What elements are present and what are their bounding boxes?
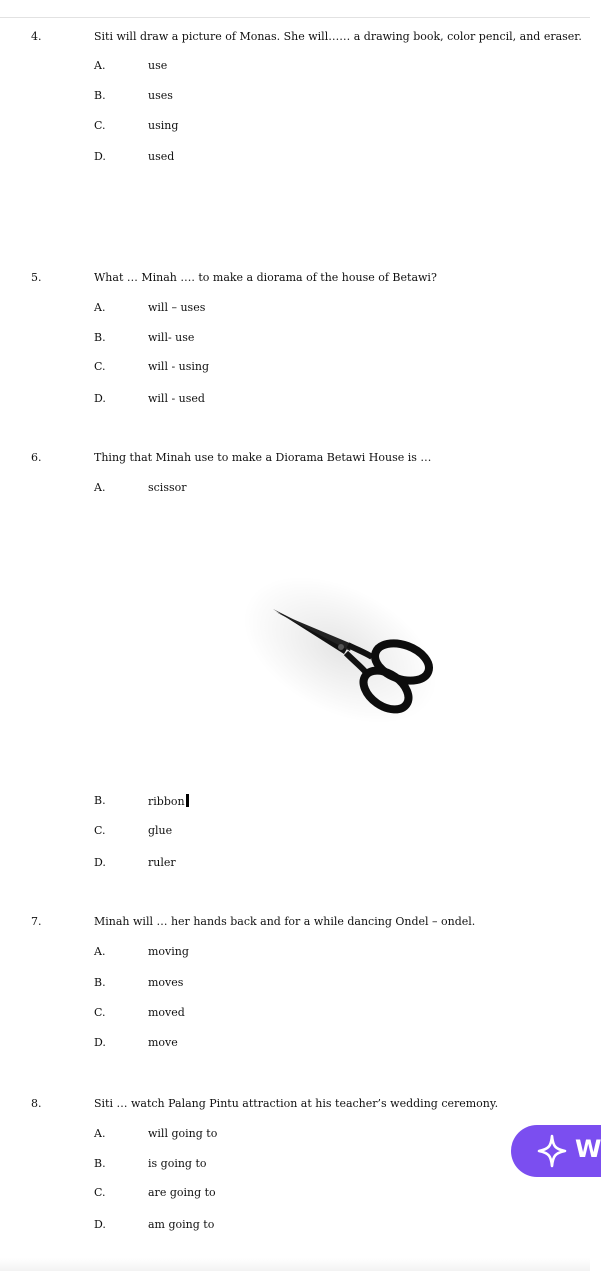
option-letter: A. — [94, 59, 106, 72]
option-text: ruler — [148, 856, 176, 869]
option-text: uses — [148, 89, 173, 102]
question-number: 5. — [31, 271, 42, 284]
option-text: will going to — [148, 1127, 218, 1140]
question-text: Minah will … her hands back and for a while dancing Ondel – ondel. — [94, 915, 476, 928]
option-text: glue — [148, 824, 173, 837]
option-letter: A. — [94, 945, 106, 958]
top-divider — [0, 17, 590, 18]
option-letter: B. — [94, 1157, 106, 1170]
option-text: will – uses — [148, 301, 206, 314]
option-letter: D. — [94, 1036, 106, 1049]
option-text: ribbon — [148, 795, 185, 808]
question-number: 4. — [31, 30, 42, 43]
question-text: What … Minah …. to make a diorama of the house of Betawi? — [94, 271, 437, 284]
option-letter: B. — [94, 331, 106, 344]
option-letter: D. — [94, 150, 106, 163]
option-letter: C. — [94, 360, 106, 373]
option-letter: C. — [94, 1186, 106, 1199]
option-letter: C. — [94, 1006, 106, 1019]
option-text: move — [148, 1036, 178, 1049]
question-text: Siti will draw a picture of Monas. She will…… a drawing book, color pencil, and eraser. — [94, 30, 582, 43]
option-letter: B. — [94, 976, 106, 989]
question-number: 7. — [31, 915, 42, 928]
option-text: using — [148, 119, 179, 132]
option-letter: A. — [94, 301, 106, 314]
text-cursor — [186, 794, 189, 807]
option-letter: C. — [94, 824, 106, 837]
question-text: Siti … watch Palang Pintu attraction at his teacher’s wedding ceremony. — [94, 1097, 499, 1110]
option-text: will - used — [148, 392, 205, 405]
option-text: are going to — [148, 1186, 216, 1199]
option-letter: D. — [94, 1218, 106, 1231]
option-letter: B. — [94, 794, 106, 807]
question-text: Thing that Minah use to make a Diorama Betawi House is … — [94, 451, 432, 464]
option-text: will - using — [148, 360, 210, 373]
option-text: use — [148, 59, 168, 72]
ai-assist-button[interactable] — [511, 1125, 601, 1177]
question-number: 8. — [31, 1097, 42, 1110]
option-text: am going to — [148, 1218, 215, 1231]
option-letter: B. — [94, 89, 106, 102]
option-letter: A. — [94, 1127, 106, 1140]
option-letter: D. — [94, 856, 106, 869]
option-text: moves — [148, 976, 184, 989]
option-letter: C. — [94, 119, 106, 132]
question-number: 6. — [31, 451, 42, 464]
option-text: moving — [148, 945, 189, 958]
option-letter: A. — [94, 481, 106, 494]
bottom-edge — [0, 1258, 590, 1271]
scissors-icon — [240, 565, 450, 740]
option-text: will- use — [148, 331, 195, 344]
option-letter: D. — [94, 392, 106, 405]
option-text: scissor — [148, 481, 187, 494]
option-text: is going to — [148, 1157, 207, 1170]
option-text-with-cursor[interactable] — [148, 794, 189, 808]
ai-assist-label: W — [575, 1135, 601, 1163]
sparkle-icon — [537, 1134, 567, 1168]
option-text: used — [148, 150, 175, 163]
option-text: moved — [148, 1006, 185, 1019]
